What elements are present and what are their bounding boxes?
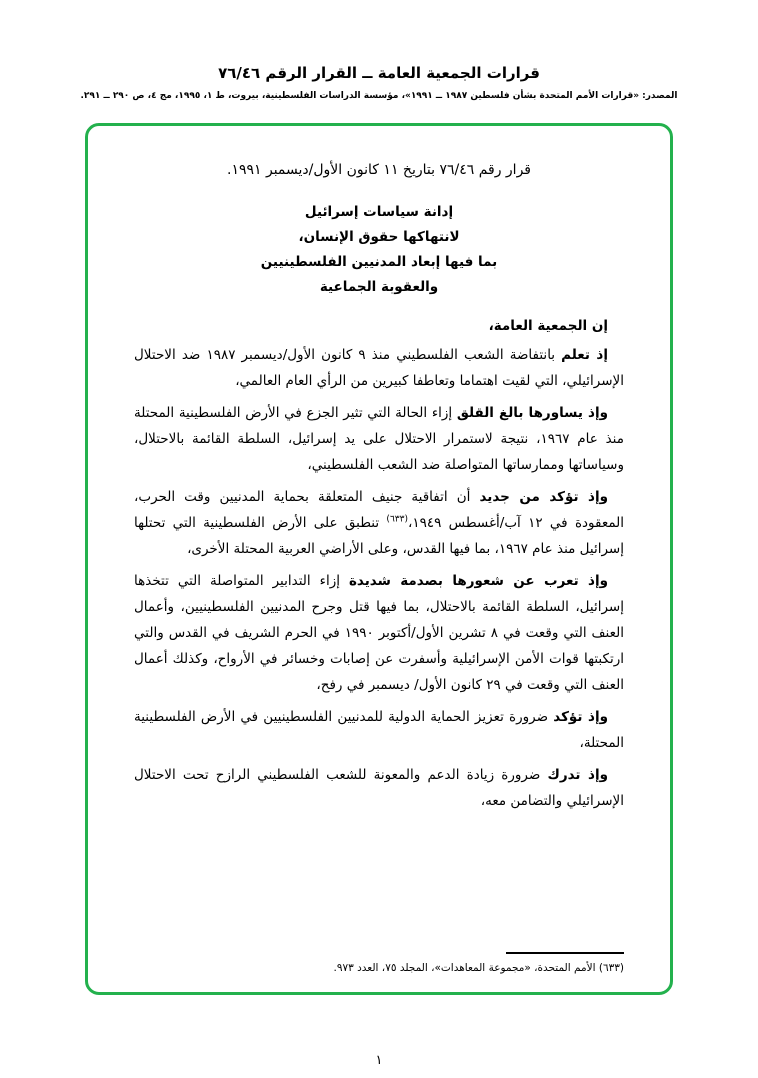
resolution-title: قرار رقم ٧٦/٤٦ بتاريخ ١١ كانون الأول/ديسمبر ١٩٩١. [227,162,531,178]
footnote-body: الأمم المتحدة، «مجموعة المعاهدات»، المجلد ٧٥، العدد ٩٧٣. [333,962,596,974]
page-header [0,0,758,101]
paragraph-text: ضرورة تعزيز الحماية الدولية للمدنيين الفلسطينيين في الأرض الفلسطينية المحتلة، [134,709,624,751]
preambular-paragraph-5 [134,704,624,756]
preambular-paragraph-1 [134,342,624,394]
paragraph-text: إزاء الحالة التي تثير الجزع في الأرض الفلسطينية المحتلة منذ عام ١٩٦٧، نتيجة لاستمرار الاحتلال على يد إسرائيل، السلطة القائمة بالاحتلال، وسياساتها وممارساتها المتواصلة ضد الشعب الفلسطيني، [134,405,624,473]
subtitle-line-4: والعقوبة الجماعية [319,279,439,295]
paragraph-text: إزاء التدابير المتواصلة التي تتخذها إسرائيل، السلطة القائمة بالاحتلال، بما فيها قتل وجرح المدنيين الفلسطينيين، وأعمال العنف التي وقعت في ٨ تشرين الأول/أكتوبر ١٩٩٠ في الحرم الشريف في القدس والتي ارتكبتها قوات الأمن الإسرائيلية وأسفرت عن إصابات وخسائر في الأرواح، وكذلك أعمال العنف التي وقعت في ٢٩ كانون الأول/ ديسمبر في رفح، [134,573,624,693]
source-line: المصدر: «قرارات الأمم المتحدة بشأن فلسطين ١٩٨٧ ــ ١٩٩١»، مؤسسة الدراسات الفلسطينية، بيروت، ط ١، ١٩٩٥، مج ٤، ص ٢٩٠ ــ ٢٩١. [80,91,678,101]
paragraph-text-after-ref: تنطبق على الأرض الفلسطينية التي تحتلها إسرائيل منذ عام ١٩٦٧، بما فيها القدس، وعلى الأراضي العربية المحتلة الأخرى، [134,515,624,557]
preambular-paragraph-4 [134,568,624,698]
preambular-paragraph-6 [134,762,624,814]
paragraph-lead: وإذ يساورها بالغ القلق [456,405,608,421]
subtitle-line-3: بما فيها إبعاد المدنيين الفلسطينيين [260,254,498,270]
footnote-area [134,952,624,974]
footnote-separator [506,952,624,954]
paragraph-lead: وإذ تعرب عن شعورها بصدمة شديدة [348,573,608,589]
footnote-text [134,962,624,974]
paragraph-lead: إذ تعلم [561,347,608,363]
footnote-marker: (٦٣٣) [598,962,624,974]
preambular-paragraph-3 [134,484,624,562]
paragraph-text: أن اتفاقية جنيف المتعلقة بحماية المدنيين وقت الحرب، المعقودة في ١٢ آب/أغسطس ١٩٤٩، [134,489,625,531]
footnote-reference: (٦٣٣) [386,514,408,525]
resolution-subtitle [134,200,624,300]
opening-line: إن الجمعية العامة، [488,318,608,334]
paragraph-lead: وإذ تؤكد من جديد [479,489,608,505]
header-title: قرارات الجمعية العامة ــ القرار الرقم ٧٦/٤٦ [218,64,540,82]
paragraph-text: بانتفاضة الشعب الفلسطيني منذ ٩ كانون الأول/ديسمبر ١٩٨٧ ضد الاحتلال الإسرائيلي، التي لقيت اهتماما وتعاطفا كبيرين من الرأي العام العالمي، [134,347,624,389]
paragraph-text: ضرورة زيادة الدعم والمعونة للشعب الفلسطيني الرازح تحت الاحتلال الإسرائيلي والتضامن معه، [134,767,624,809]
paragraph-lead: وإذ تدرك [547,767,608,783]
subtitle-line-1: إدانة سياسات إسرائيل [304,204,454,220]
resolution-frame [85,123,673,995]
page-number: ١ [375,1053,383,1068]
subtitle-line-2: لانتهاكها حقوق الإنسان، [298,229,460,245]
paragraph-lead: وإذ تؤكد [553,709,608,725]
preambular-paragraph-2 [134,400,624,478]
